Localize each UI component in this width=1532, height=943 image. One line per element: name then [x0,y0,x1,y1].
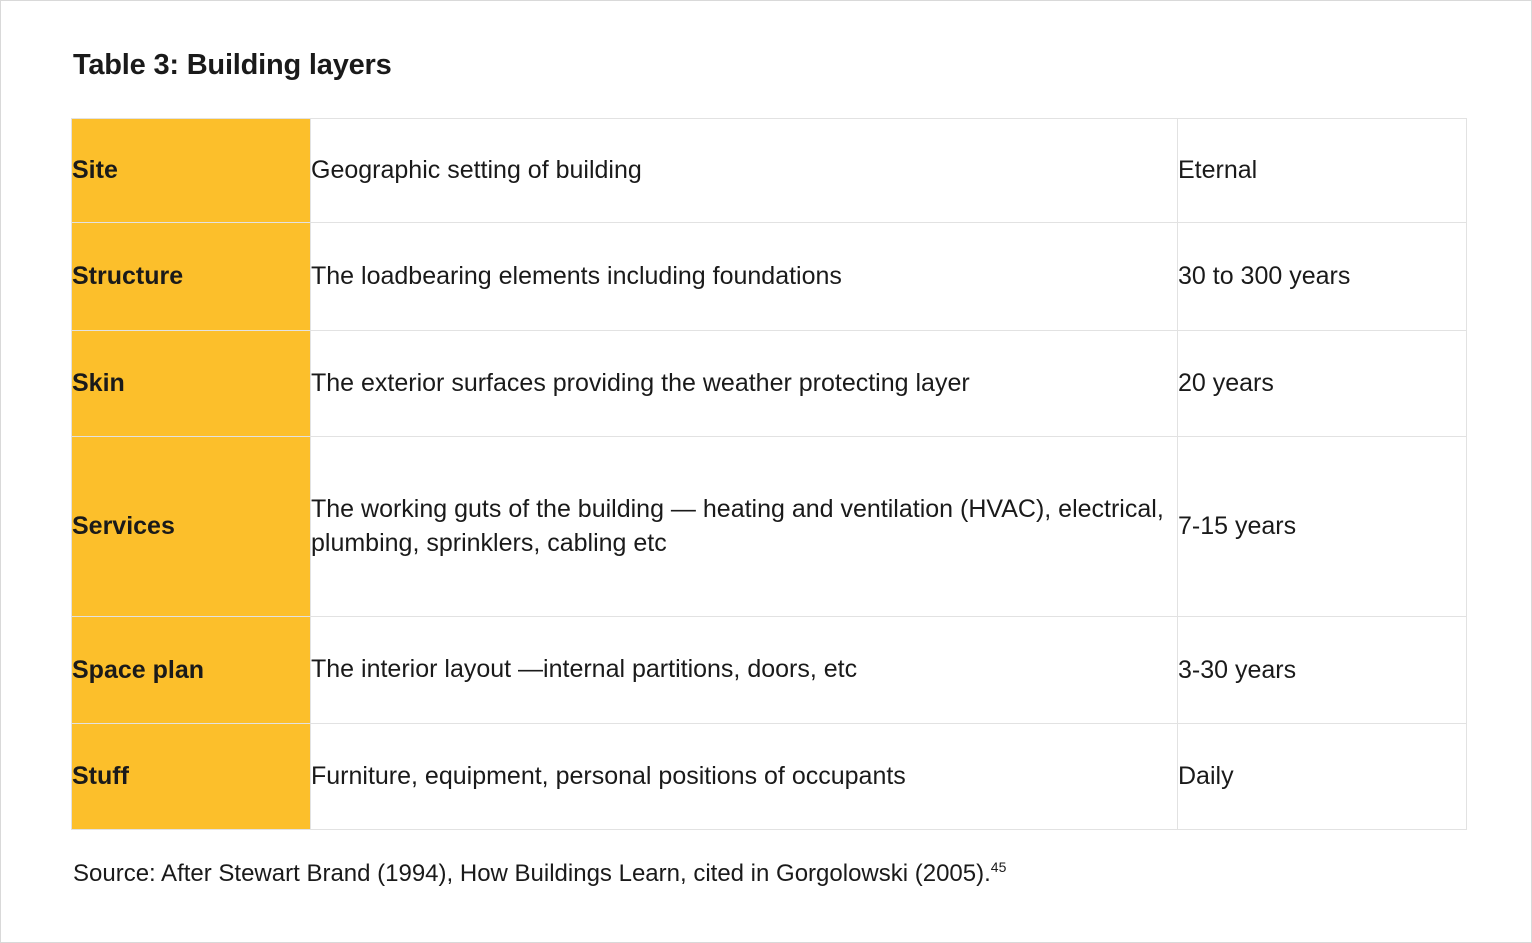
table-row [72,119,1467,223]
layer-description-cell: The working guts of the building — heating and ventilation (HVAC), electrical, plumbing, sprinklers, cabling etc [311,437,1178,617]
page-title: Table 3: Building layers [73,49,392,81]
layer-description-cell: Furniture, equipment, personal positions of occupants [311,724,1178,830]
building-layers-table-container [71,118,1463,830]
layer-description-cell: Geographic setting of building [311,119,1178,223]
layer-name-cell: Skin [72,331,311,437]
layer-lifespan-cell: Eternal [1178,119,1467,223]
layer-lifespan-cell: 7-15 years [1178,437,1467,617]
layer-name-cell: Services [72,437,311,617]
table-row [72,724,1467,830]
layer-name-cell: Structure [72,223,311,331]
layer-description-cell: The loadbearing elements including foundations [311,223,1178,331]
layer-lifespan-cell: 20 years [1178,331,1467,437]
source-text: Source: After Stewart Brand (1994), How Buildings Learn, cited in Gorgolowski (2005). [73,860,991,887]
building-layers-table [71,118,1467,830]
layer-lifespan-cell: Daily [1178,724,1467,830]
layer-name-cell: Space plan [72,617,311,724]
table-row [72,617,1467,724]
footnote-marker: 45 [990,859,1007,875]
layer-description-cell: The interior layout —internal partitions, doors, etc [311,617,1178,724]
layer-description-cell: The exterior surfaces providing the weather protecting layer [311,331,1178,437]
layer-lifespan-cell: 3-30 years [1178,617,1467,724]
layer-name-cell: Site [72,119,311,223]
table-row [72,437,1467,617]
table-row [72,223,1467,331]
table-row [72,331,1467,437]
layer-lifespan-cell: 30 to 300 years [1178,223,1467,331]
layer-name-cell: Stuff [72,724,311,830]
source-note [73,859,1006,888]
